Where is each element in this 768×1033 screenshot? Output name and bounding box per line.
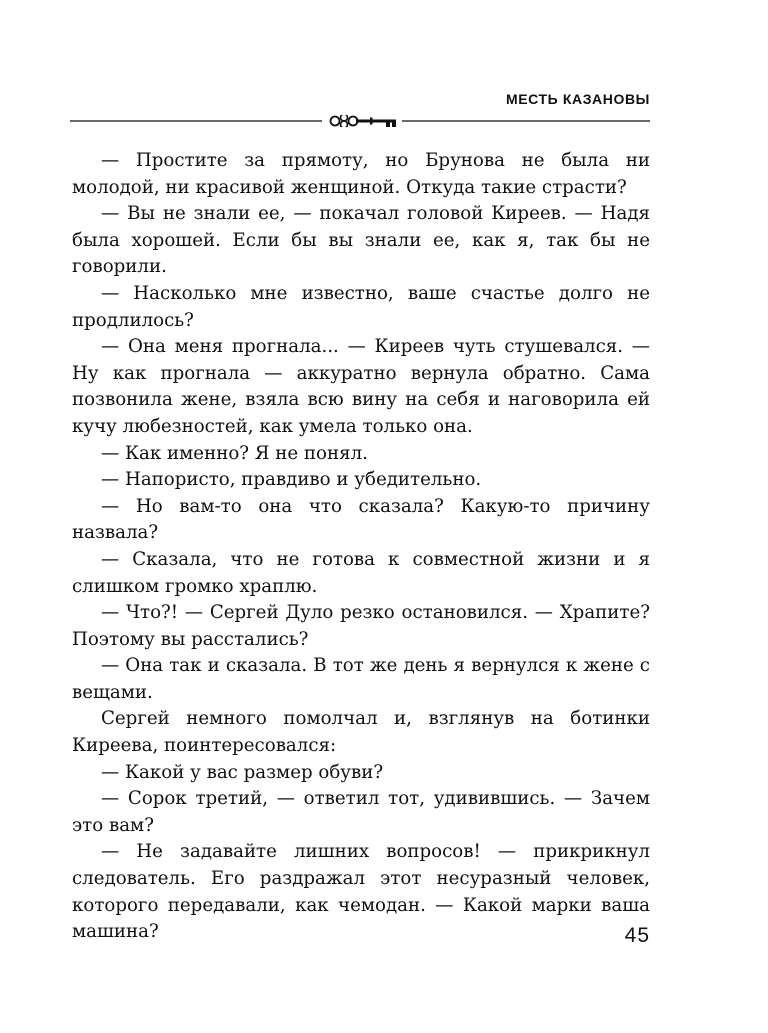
paragraph: — Что?! — Сергей Дуло резко остановился. — Храпите? Поэтому вы расстались?	[72, 602, 650, 650]
body-text	[72, 148, 650, 946]
paragraph: — Напористо, правдиво и убедительно.	[101, 469, 482, 491]
paragraph: — Простите за прямоту, но Брунова не была ни молодой, ни красивой женщиной. Откуда такие страсти?	[72, 150, 650, 198]
paragraph: — Сказала, что не готова к совместной жизни и я слишком громко храплю.	[72, 548, 650, 597]
paragraph: — Насколько мне известно, ваше счастье долго не продлилось?	[72, 282, 650, 331]
paragraph: Сергей немного помолчал и, взглянув на ботинки Киреева, поинтересовался:	[72, 708, 650, 757]
paragraph: — Она так и сказала. В тот же день я вернулся к жене с вещами.	[72, 655, 650, 703]
paragraph: — Не задавайте лишних вопросов! — прикрикнул следователь. Его раздражал этот несуразный человек, которого передавали, как чемодан. — Какой марки ваша машина?	[72, 841, 650, 943]
paragraph: — Вы не знали ее, — покачал головой Киреев. — Надя была хорошей. Если бы вы знали ее, как я, так бы не говорили.	[72, 203, 650, 278]
paragraph: — Какой у вас размер обуви?	[101, 761, 384, 783]
paragraph: — Сорок третий, — ответил тот, удивившись. — Зачем это вам?	[72, 788, 650, 836]
page-number: 45	[624, 924, 650, 947]
paragraph: — Но вам-то она что сказала? Какую-то причину назвала?	[72, 495, 650, 544]
header-rule	[70, 115, 650, 127]
paragraph: — Как именно? Я не понял.	[101, 442, 368, 464]
paragraph: — Она меня прогнала... — Киреев чуть стушевался. — Ну как прогнала — аккуратно вернула обратно. Сама позвонила жене, взяла всю вину на себя и наговорила ей кучу любезностей, как умела только она.	[72, 336, 650, 437]
key-icon	[322, 115, 402, 127]
running-header-title: МЕСТЬ КАЗАНОВЫ	[505, 91, 650, 107]
